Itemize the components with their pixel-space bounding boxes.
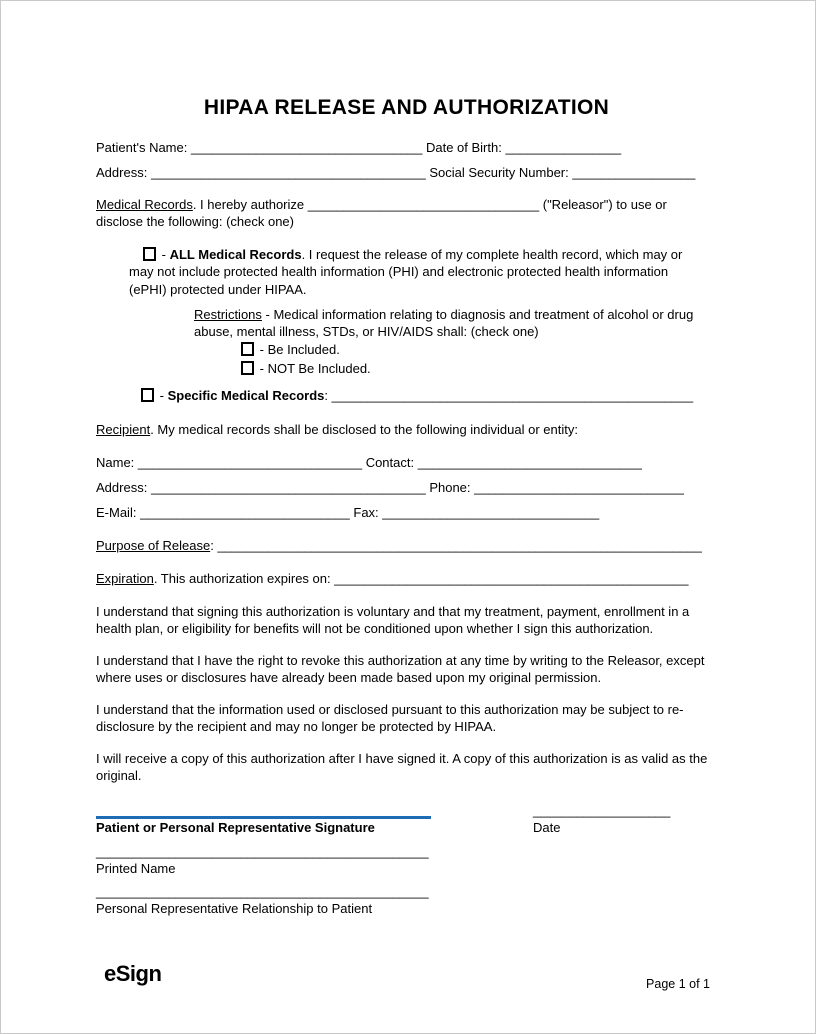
recipient-name-blank[interactable]: _______________________________ — [137, 454, 363, 470]
printed-name-field — [96, 843, 717, 877]
medical-records-heading: Medical Records — [96, 197, 193, 212]
specific-medical-records-label: Specific Medical Records — [167, 387, 325, 403]
recipient-contact-blank[interactable]: _______________________________ — [417, 454, 642, 470]
recipient-phone-label: Phone: — [429, 479, 471, 495]
all-medical-records-text: . I request the release of my complete health record, which may or may not include protected health information (PHI) and electronic protected health information (ePHI) protected under HIPAA. — [129, 247, 683, 297]
expiration-blank[interactable]: _________________________________________________ — [334, 570, 689, 586]
be-included-label: - Be Included. — [259, 341, 340, 357]
date-blank[interactable]: ___________________ — [533, 802, 671, 818]
acknowledgement-paragraph-3: I understand that the information used or disclosed pursuant to this authorization may be subject to re-disclosure by the recipient and may no longer be protected by HIPAA. — [96, 701, 684, 734]
signature-label: Patient or Personal Representative Signature — [96, 819, 375, 835]
signature-field — [96, 802, 431, 836]
medical-records-intro-text: . I hereby authorize — [192, 197, 305, 212]
expiration-heading: Expiration — [96, 570, 154, 586]
medical-records-intro — [96, 196, 717, 230]
relationship-field — [96, 883, 717, 917]
specific-medical-records-checkbox[interactable] — [141, 388, 154, 402]
all-medical-records-dash: - — [161, 247, 166, 262]
relationship-label: Personal Representative Relationship to Patient — [96, 900, 373, 916]
page-number: Page 1 of 1 — [646, 977, 710, 991]
esign-logo: eSign — [104, 961, 162, 986]
expiration-row — [96, 570, 717, 587]
patient-name-blank[interactable]: ________________________________ — [190, 140, 423, 155]
patient-address-label: Address: — [96, 165, 148, 180]
relationship-blank[interactable]: ______________________________________________ — [96, 883, 429, 899]
signature-date-group — [96, 802, 717, 836]
ssn-label: Social Security Number: — [429, 165, 569, 180]
restriction-option-included — [241, 340, 709, 359]
patient-address-blank[interactable]: ______________________________________ — [150, 165, 426, 180]
specific-medical-records-option — [141, 387, 717, 404]
medical-records-intro-after: ("Releasor") to use or disclose the following: (check one) — [96, 197, 667, 229]
recipient-email-label: E-Mail: — [96, 504, 137, 520]
dob-blank[interactable]: ________________ — [505, 140, 622, 155]
purpose-blank[interactable]: ___________________________________________________________________ — [217, 537, 702, 553]
patient-name-label: Patient's Name: — [96, 140, 188, 155]
purpose-heading: Purpose of Release — [96, 537, 211, 553]
acknowledgement-paragraph-2: I understand that I have the right to revoke this authorization at any time by writing to the Releasor, except where uses or disclosures have already been made based upon my original permission. — [96, 652, 705, 685]
recipient-phone-blank[interactable]: _____________________________ — [474, 479, 684, 495]
recipient-name-row — [96, 454, 717, 471]
not-be-included-checkbox[interactable] — [241, 361, 254, 375]
specific-medical-records-blank[interactable]: __________________________________________________ — [331, 387, 694, 403]
recipient-text: . My medical records shall be disclosed to the following individual or entity: — [150, 421, 578, 437]
dob-label: Date of Birth: — [425, 140, 502, 155]
page-title: HIPAA RELEASE AND AUTHORIZATION — [203, 96, 610, 119]
be-included-checkbox[interactable] — [241, 342, 254, 356]
patient-name-row — [96, 139, 717, 156]
all-medical-records-checkbox[interactable] — [143, 247, 156, 261]
specific-medical-records-dash: - — [159, 387, 164, 403]
signature-section — [96, 802, 717, 917]
purpose-colon: : — [210, 537, 214, 553]
recipient-email-row — [96, 504, 717, 521]
date-field — [533, 802, 670, 836]
acknowledgement-paragraph-1: I understand that signing this authorization is voluntary and that my treatment, payment, enrollment in a health plan, or eligibility for benefits will not be conditioned upon whether I sign this authorization. — [96, 603, 690, 636]
recipient-name-label: Name: — [96, 454, 135, 470]
acknowledgement-paragraph-4: I will receive a copy of this authorization after I have signed it. A copy of this authorization is as valid as the original. — [96, 750, 708, 783]
recipient-contact-label: Contact: — [365, 454, 415, 470]
restrictions-text: - Medical information relating to diagnosis and treatment of alcohol or drug abuse, mental illness, STDs, or HIV/AIDS shall: (check one) — [194, 306, 694, 339]
all-medical-records-option — [129, 246, 687, 298]
all-medical-records-label: ALL Medical Records — [169, 247, 302, 262]
recipient-heading: Recipient — [96, 421, 151, 437]
purpose-row — [96, 537, 717, 554]
recipient-email-blank[interactable]: _____________________________ — [140, 504, 350, 520]
recipient-fax-blank[interactable]: ______________________________ — [382, 504, 600, 520]
not-be-included-label: - NOT Be Included. — [259, 360, 371, 376]
ssn-blank[interactable]: _________________ — [572, 165, 696, 180]
recipient-intro — [96, 421, 717, 438]
specific-medical-records-colon: : — [324, 387, 328, 403]
expiration-text: . This authorization expires on: — [153, 570, 331, 586]
restrictions-section — [194, 306, 709, 378]
restriction-option-not-included — [241, 359, 709, 378]
releasor-blank[interactable]: ________________________________ — [307, 197, 540, 212]
recipient-fax-label: Fax: — [353, 504, 379, 520]
recipient-address-blank[interactable]: ______________________________________ — [150, 479, 426, 495]
recipient-address-row — [96, 479, 717, 496]
restrictions-heading: Restrictions — [194, 306, 262, 322]
patient-address-row — [96, 164, 717, 181]
date-label: Date — [533, 819, 561, 835]
recipient-address-label: Address: — [96, 479, 148, 495]
document-content — [96, 95, 717, 917]
printed-name-blank[interactable]: ______________________________________________ — [96, 843, 429, 859]
printed-name-label: Printed Name — [96, 860, 176, 876]
restrictions-paragraph — [194, 306, 709, 340]
